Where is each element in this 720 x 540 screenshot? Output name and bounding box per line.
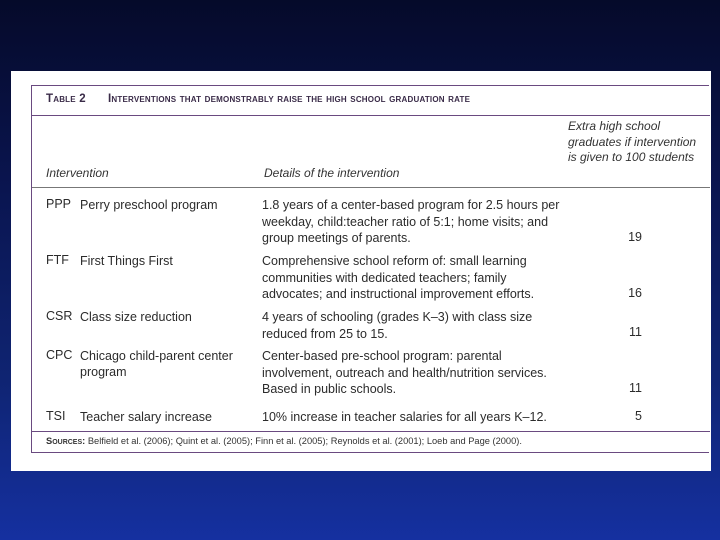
footer-divider (32, 431, 710, 432)
header-details: Details of the intervention (264, 166, 400, 180)
table-label: Table 2 (46, 93, 86, 105)
slide-panel (11, 71, 711, 471)
row-graduates: 5 (635, 409, 642, 423)
row-abbr: CPC (46, 348, 73, 362)
sources-text: Belfield et al. (2006); Quint et al. (2005); Finn et al. (2005); Reynolds et al. (2001); Loeb and Page (2000). (87, 436, 522, 446)
row-abbr: CSR (46, 309, 73, 323)
row-graduates: 16 (628, 286, 642, 300)
row-intervention-name: First Things First (80, 254, 173, 268)
table-title-bar (32, 86, 710, 116)
row-details: 4 years of schooling (grades K–3) with class size reduced from 25 to 15. (262, 310, 533, 341)
row-abbr: PPP (46, 197, 72, 211)
row-abbr: FTF (46, 253, 69, 267)
row-details: 10% increase in teacher salaries for all years K–12. (262, 410, 547, 424)
row-intervention-name: Chicago child-parent center program (80, 349, 233, 379)
row-graduates: 19 (628, 230, 642, 244)
sources-footer (46, 436, 696, 446)
row-graduates: 11 (629, 381, 642, 395)
sources-label: Sources: (46, 436, 86, 446)
header-divider (32, 187, 710, 188)
table-title: Interventions that demonstrably raise the high school graduation rate (108, 93, 471, 105)
row-details: Center-based pre-school program: parental involvement, outreach and health/nutrition services. Based in public schools. (262, 349, 547, 396)
row-details: Comprehensive school reform of: small learning communities with dedicated teachers; family advocates; and instructional improvement efforts. (262, 254, 535, 301)
interventions-table (31, 85, 709, 453)
row-graduates: 11 (629, 325, 642, 339)
row-details: 1.8 years of a center-based program for 2.5 hours per weekday, child:teacher ratio of 5:1; home visits; and group meetings of parents. (262, 198, 560, 245)
header-intervention: Intervention (46, 166, 109, 180)
row-intervention-name: Class size reduction (80, 310, 192, 324)
header-extra-graduates: Extra high school graduates if intervention is given to 100 students (568, 119, 697, 164)
row-abbr: TSI (46, 409, 66, 423)
row-intervention-name: Perry preschool program (80, 198, 218, 212)
row-intervention-name: Teacher salary increase (80, 410, 213, 424)
